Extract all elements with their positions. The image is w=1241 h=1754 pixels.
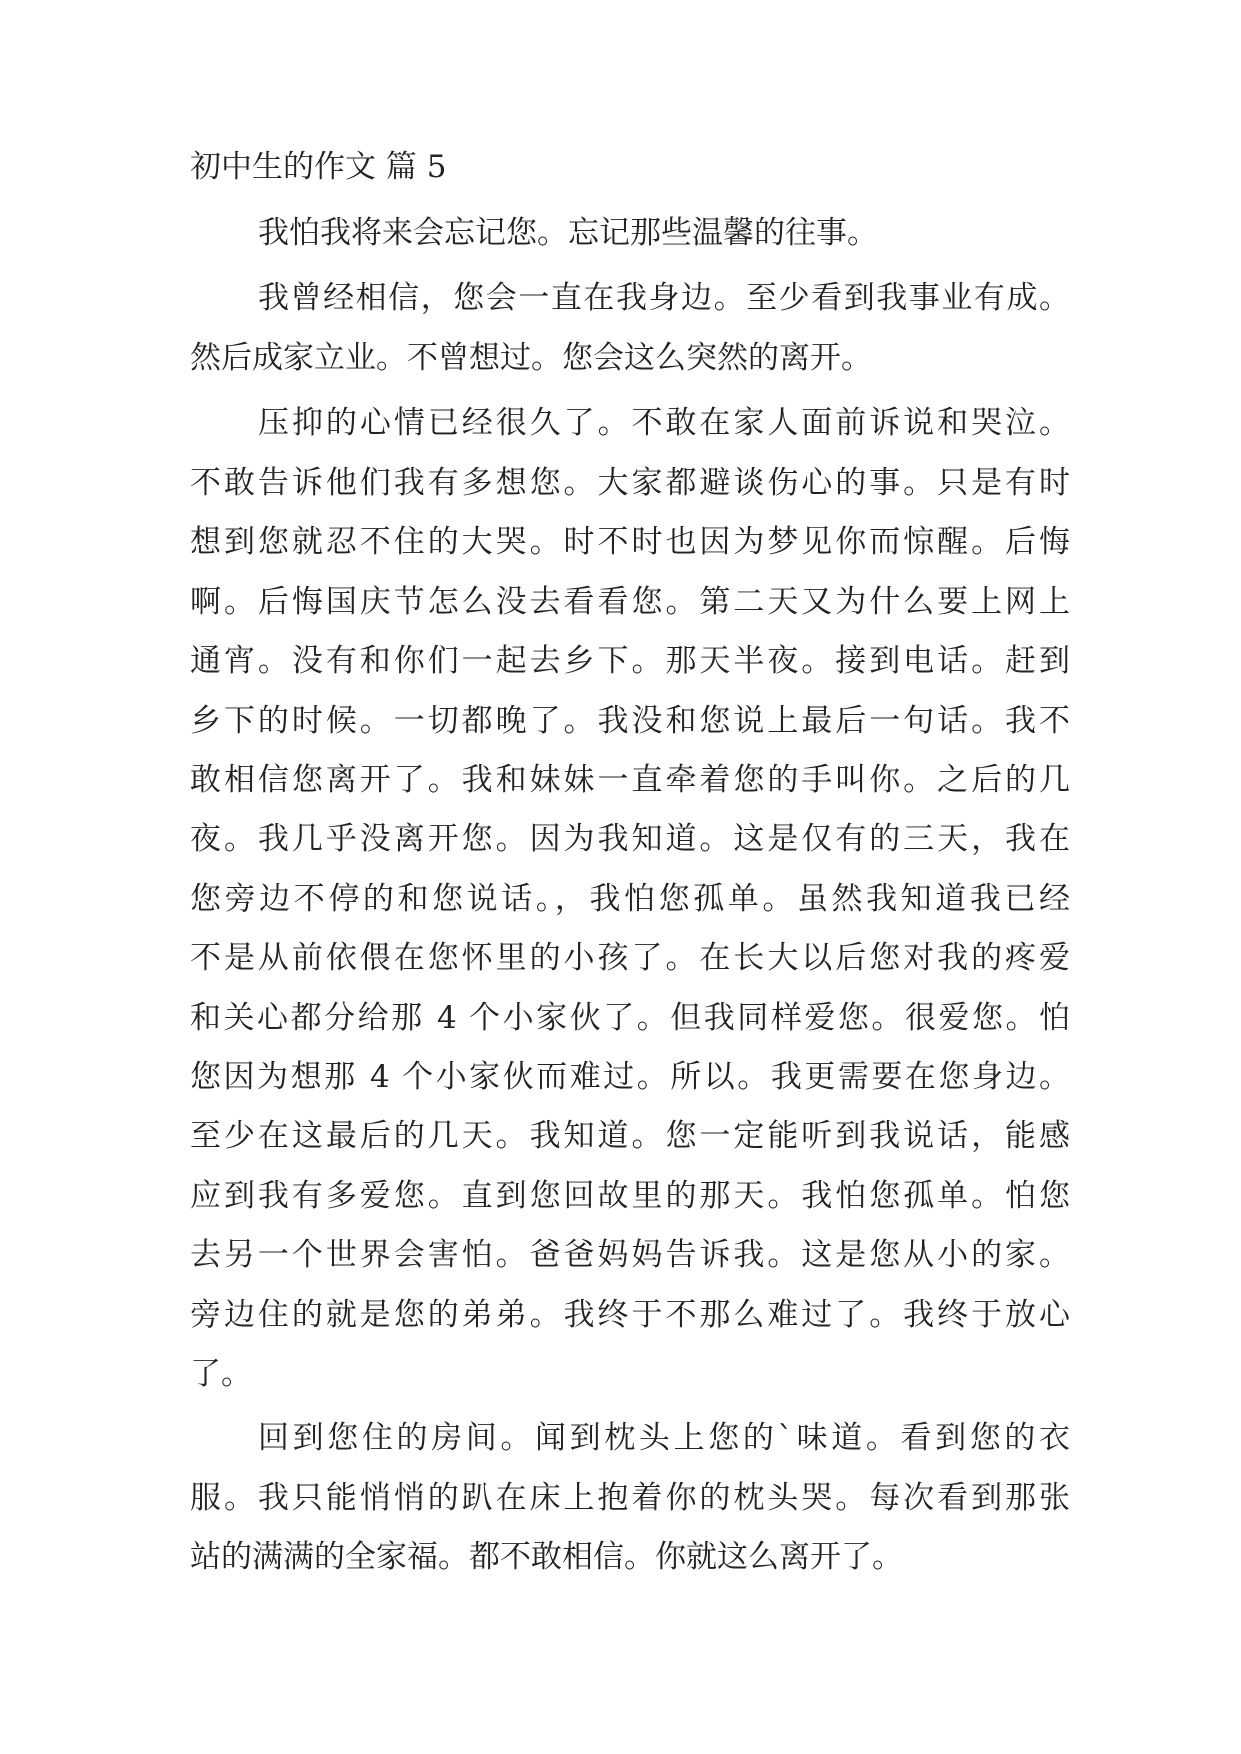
document-title: 初中生的作文 篇 5 bbox=[190, 149, 447, 185]
paragraph-line: 我曾经相信，您会一直在我身边。至少看到我事业有成。 bbox=[258, 280, 1070, 316]
paragraph-line: 想到您就忍不住的大哭。时不时也因为梦见你而惊醒。后悔 bbox=[190, 524, 1070, 560]
paragraph-line: 啊。后悔国庆节怎么没去看看您。第二天又为什么要上网上 bbox=[190, 584, 1070, 620]
paragraph-line: 然后成家立业。不曾想过。您会这么突然的离开。 bbox=[190, 340, 872, 376]
paragraph-line: 去另一个世界会害怕。爸爸妈妈告诉我。这是您从小的家。 bbox=[190, 1237, 1070, 1273]
paragraph-line: 不是从前依偎在您怀里的小孩了。在长大以后您对我的疼爱 bbox=[190, 940, 1070, 976]
paragraph-line: 服。我只能悄悄的趴在床上抱着你的枕头哭。每次看到那张 bbox=[190, 1480, 1070, 1516]
paragraph-line: 至少在这最后的几天。我知道。您一定能听到我说话，能感 bbox=[190, 1118, 1070, 1154]
paragraph-line: 了。 bbox=[190, 1356, 252, 1392]
paragraph-line: 您旁边不停的和您说话。，我怕您孤单。虽然我知道我已经 bbox=[190, 881, 1070, 917]
paragraph-line: 通宵。没有和你们一起去乡下。那天半夜。接到电话。赶到 bbox=[190, 643, 1070, 679]
paragraph-line: 和关心都分给那 4 个小家伙了。但我同样爱您。很爱您。怕 bbox=[190, 1000, 1070, 1036]
paragraph-line: 应到我有多爱您。直到您回故里的那天。我怕您孤单。怕您 bbox=[190, 1178, 1070, 1214]
paragraph-line: 您因为想那 4 个小家伙而难过。所以。我更需要在您身边。 bbox=[190, 1059, 1070, 1095]
paragraph-line: 我怕我将来会忘记您。忘记那些温馨的往事。 bbox=[258, 215, 878, 251]
paragraph-line: 旁边住的就是您的弟弟。我终于不那么难过了。我终于放心 bbox=[190, 1297, 1070, 1333]
paragraph-line: 压抑的心情已经很久了。不敢在家人面前诉说和哭泣。 bbox=[258, 405, 1070, 441]
paragraph-line: 乡下的时候。一切都晚了。我没和您说上最后一句话。我不 bbox=[190, 703, 1070, 739]
paragraph-line: 夜。我几乎没离开您。因为我知道。这是仅有的三天，我在 bbox=[190, 821, 1070, 857]
paragraph-line: 回到您住的房间。闻到枕头上您的`味道。看到您的衣 bbox=[258, 1420, 1070, 1456]
paragraph-line: 敢相信您离开了。我和妹妹一直牵着您的手叫你。之后的几 bbox=[190, 762, 1070, 798]
paragraph-line: 不敢告诉他们我有多想您。大家都避谈伤心的事。只是有时 bbox=[190, 465, 1070, 501]
paragraph-line: 站的满满的全家福。都不敢相信。你就这么离开了。 bbox=[190, 1539, 903, 1575]
